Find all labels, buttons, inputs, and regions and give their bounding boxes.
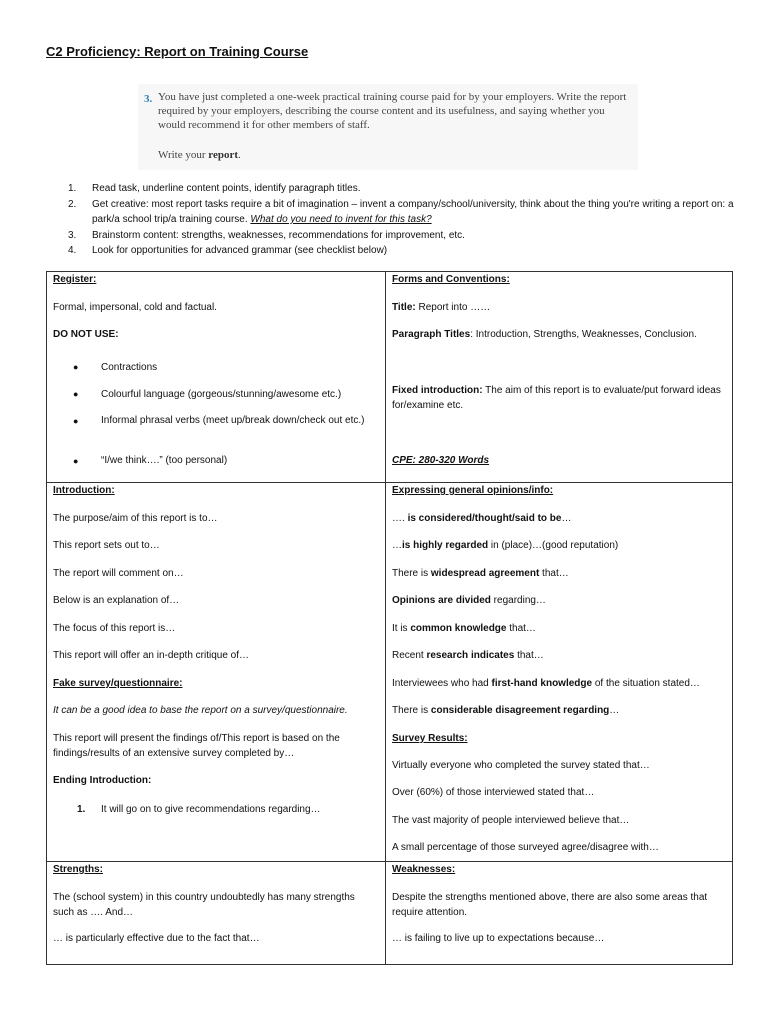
opinion-line <box>392 595 546 606</box>
steps-list <box>46 181 736 259</box>
opinion-line <box>392 678 700 689</box>
opinion-phrase: is highly regarded <box>402 540 489 551</box>
forms-title-line <box>392 302 490 313</box>
opinion-phrase: Opinions are divided <box>392 595 491 606</box>
ending-intro-number: 1. <box>77 804 86 815</box>
step-text: Get creative: most report tasks require a bit of imagination – invent a company/school/university, think about the thing you're writing a report on: a park/a school trip/a training course. <box>92 198 734 225</box>
forms-fixed-intro <box>392 383 722 413</box>
step-item <box>46 228 736 244</box>
opinion-post: that… <box>506 623 536 634</box>
opinion-phrase: first-hand knowledge <box>491 678 593 689</box>
opinion-pre: Recent <box>392 650 427 661</box>
forms-paragraph-label: Paragraph Titles <box>392 329 471 340</box>
step-number: 4. <box>68 245 77 256</box>
introduction-line: This report will offer an in-depth critique of… <box>53 650 250 661</box>
opinions-cell <box>386 483 733 862</box>
survey-line: Virtually everyone who completed the survey stated that… <box>392 760 650 771</box>
introduction-line: The report will comment on… <box>53 568 184 579</box>
bullet-icon: ● <box>73 362 79 372</box>
register-bullet: Informal phrasal verbs (meet up/break down/check out etc.) <box>101 415 365 426</box>
ending-intro-text: It will go on to give recommendations regarding… <box>101 804 321 815</box>
opinion-post: … <box>609 705 620 716</box>
opinion-line <box>392 623 536 634</box>
bullet-icon: ● <box>73 456 79 466</box>
opinion-phrase: research indicates <box>426 650 515 661</box>
task-number: 3. <box>144 93 153 105</box>
task-write-bold: report <box>208 149 238 161</box>
checklist-table <box>46 271 733 965</box>
introduction-cell <box>47 483 386 862</box>
page-title: C2 Proficiency: Report on Training Course <box>46 44 309 59</box>
task-write-suffix: . <box>238 149 241 161</box>
opinion-post: that… <box>539 568 569 579</box>
opinion-line <box>392 568 569 579</box>
forms-paragraph-line <box>392 329 697 340</box>
opinion-pre: There is <box>392 568 431 579</box>
task-text: You have just completed a one-week practical training course paid for by your employers. Write the report required by your employers, describing the course content and its usefulness, and saying whether you would recommend it for other members of staff. <box>158 91 627 131</box>
introduction-line: This report sets out to… <box>53 540 160 551</box>
task-write-prefix: Write your <box>158 149 209 161</box>
step-number: 1. <box>68 183 77 194</box>
bullet-icon: ● <box>73 416 79 426</box>
ending-intro-heading: Ending Introduction: <box>53 775 152 786</box>
weaknesses-line: Despite the strengths mentioned above, there are also some areas that require attention. <box>392 892 708 918</box>
opinion-line <box>392 513 571 524</box>
forms-fixed-label: Fixed introduction: <box>392 385 483 396</box>
forms-title-value: Report into …… <box>415 302 491 313</box>
weaknesses-cell <box>386 862 733 965</box>
register-cell <box>47 272 386 483</box>
opinion-pre: Interviewees who had <box>392 678 492 689</box>
forms-cell <box>386 272 733 483</box>
opinion-post: that… <box>514 650 544 661</box>
step-text: Read task, underline content points, identify paragraph titles. <box>92 183 361 194</box>
opinion-phrase: widespread agreement <box>430 568 540 579</box>
survey-results-heading: Survey Results: <box>392 733 468 744</box>
register-bullet: Contractions <box>101 362 158 373</box>
opinion-line <box>392 650 544 661</box>
forms-paragraph-value: : Introduction, Strengths, Weaknesses, Conclusion. <box>470 329 697 340</box>
weaknesses-line: … is failing to live up to expectations because… <box>392 933 605 944</box>
fake-survey-text: This report will present the findings of/This report is based on the findings/results of an extensive survey completed by… <box>53 733 340 759</box>
bullet-icon: ● <box>73 389 79 399</box>
cpe-word-count: CPE: 280-320 Words <box>392 455 490 466</box>
strengths-line: … is particularly effective due to the fact that… <box>53 933 260 944</box>
opinion-pre: It is <box>392 623 411 634</box>
opinion-pre: …. <box>392 513 408 524</box>
weaknesses-heading: Weaknesses: <box>392 864 456 875</box>
opinion-post: of the situation stated… <box>592 678 700 689</box>
do-not-use-label: DO NOT USE: <box>53 329 119 340</box>
opinion-line <box>392 705 619 716</box>
strengths-line: The (school system) in this country undoubtedly has many strengths such as …. And… <box>53 892 355 918</box>
opinion-phrase: is considered/thought/said to be <box>407 513 562 524</box>
step-item <box>46 243 736 259</box>
opinion-pre: … <box>392 540 402 551</box>
step-item <box>46 197 736 228</box>
strengths-cell <box>47 862 386 965</box>
opinion-line <box>392 540 618 551</box>
forms-title-label: Title: <box>392 302 416 313</box>
opinion-phrase: common knowledge <box>410 623 507 634</box>
register-bullet: “I/we think….” (too personal) <box>101 455 228 466</box>
survey-line: Over (60%) of those interviewed stated that… <box>392 787 595 798</box>
step-question: What do you need to invent for this task? <box>250 214 432 225</box>
fake-survey-heading: Fake survey/questionnaire: <box>53 678 183 689</box>
introduction-line: Below is an explanation of… <box>53 595 180 606</box>
task-write-line <box>158 148 241 162</box>
task-prompt <box>138 84 638 170</box>
introduction-line: The purpose/aim of this report is to… <box>53 513 218 524</box>
fake-survey-tip: It can be a good idea to base the report on a survey/questionnaire. <box>53 705 348 716</box>
register-heading: Register: <box>53 274 97 285</box>
opinion-post: … <box>561 513 572 524</box>
step-text: Look for opportunities for advanced grammar (see checklist below) <box>92 245 388 256</box>
opinion-pre: There is <box>392 705 431 716</box>
survey-line: A small percentage of those surveyed agree/disagree with… <box>392 842 659 853</box>
register-bullet: Colourful language (gorgeous/stunning/awesome etc.) <box>101 389 342 400</box>
opinion-post: in (place)…(good reputation) <box>488 540 619 551</box>
forms-heading: Forms and Conventions: <box>392 274 510 285</box>
opinion-phrase: considerable disagreement regarding <box>430 705 610 716</box>
opinion-post: regarding… <box>490 595 546 606</box>
introduction-heading: Introduction: <box>53 485 115 496</box>
register-description: Formal, impersonal, cold and factual. <box>53 302 217 313</box>
forms-fixed-value: The aim of this report is to evaluate/put forward ideas for/examine etc. <box>392 385 721 411</box>
step-item <box>46 181 736 197</box>
survey-line: The vast majority of people interviewed believe that… <box>392 815 630 826</box>
strengths-heading: Strengths: <box>53 864 103 875</box>
step-number: 3. <box>68 229 77 241</box>
opinions-heading: Expressing general opinions/info: <box>392 485 554 496</box>
introduction-line: The focus of this report is… <box>53 623 176 634</box>
step-text: Brainstorm content: strengths, weaknesses, recommendations for improvement, etc. <box>92 229 465 241</box>
step-number: 2. <box>68 198 77 210</box>
